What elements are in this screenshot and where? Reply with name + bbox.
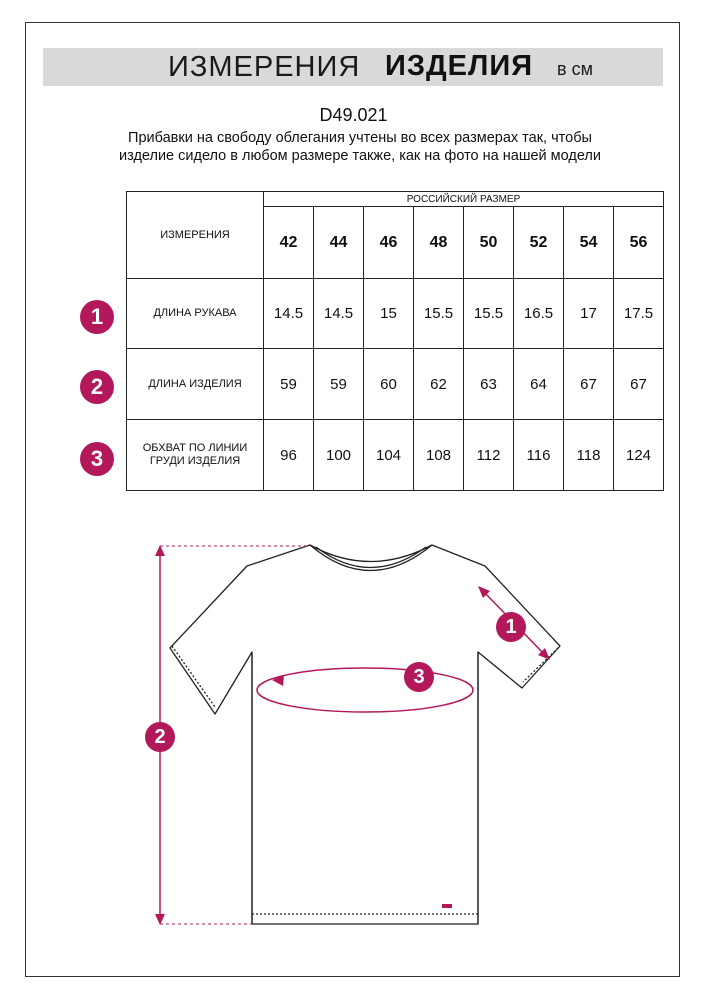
table-cell: 118 <box>564 420 614 491</box>
table-cell: 116 <box>514 420 564 491</box>
size-header: 56 <box>614 207 664 279</box>
table-cell: 124 <box>614 420 664 491</box>
table-cell: 104 <box>364 420 414 491</box>
tshirt-outline <box>170 545 560 924</box>
table-cell: 62 <box>414 349 464 420</box>
table-cell: 15.5 <box>464 279 514 349</box>
table-cell: 59 <box>264 349 314 420</box>
table-cell: 15.5 <box>414 279 464 349</box>
row-number-badge: 2 <box>80 370 114 404</box>
table-cell: 14.5 <box>264 279 314 349</box>
size-header: 46 <box>364 207 414 279</box>
header-title-bold: ИЗДЕЛИЯ <box>385 50 534 82</box>
table-cell: 60 <box>364 349 414 420</box>
row-number-badge: 3 <box>80 442 114 476</box>
size-header: 54 <box>564 207 614 279</box>
size-header: 48 <box>414 207 464 279</box>
table-cell: 100 <box>314 420 364 491</box>
marker-sleeve: 1 <box>496 612 526 642</box>
header-unit: в см <box>557 59 593 79</box>
table-cell: 14.5 <box>314 279 364 349</box>
row-label: ДЛИНА ИЗДЕЛИЯ <box>127 349 264 420</box>
table-cell: 64 <box>514 349 564 420</box>
marker-length: 2 <box>145 722 175 752</box>
model-code: D49.021 <box>319 105 388 125</box>
size-header: 44 <box>314 207 364 279</box>
table-cell: 96 <box>264 420 314 491</box>
size-header: 50 <box>464 207 514 279</box>
length-measure-line <box>155 545 310 925</box>
row-number-badge: 1 <box>80 300 114 334</box>
table-cell: 17.5 <box>614 279 664 349</box>
table-cell: 16.5 <box>514 279 564 349</box>
size-group-label: РОССИЙСКИЙ РАЗМЕР <box>264 192 664 207</box>
chest-measure-ellipse <box>257 668 473 712</box>
table-corner-label: ИЗМЕРЕНИЯ <box>127 192 264 279</box>
table-cell: 59 <box>314 349 364 420</box>
table-cell: 17 <box>564 279 614 349</box>
table-cell: 63 <box>464 349 514 420</box>
table-cell: 108 <box>414 420 464 491</box>
marker-chest: 3 <box>404 662 434 692</box>
table-cell: 67 <box>564 349 614 420</box>
table-cell: 67 <box>614 349 664 420</box>
table-cell: 15 <box>364 279 414 349</box>
row-label: ОБХВАТ ПО ЛИНИИ ГРУДИ ИЗДЕЛИЯ <box>127 420 264 491</box>
size-header: 52 <box>514 207 564 279</box>
fit-note: Прибавки на свободу облегания учтены во всех размерах так, чтобы изделие сидело в любом размере также, как на фото на нашей модели <box>119 130 601 164</box>
size-header: 42 <box>264 207 314 279</box>
table-cell: 112 <box>464 420 514 491</box>
row-label: ДЛИНА РУКАВА <box>127 279 264 349</box>
header-title-light: ИЗМЕРЕНИЯ <box>168 51 361 83</box>
